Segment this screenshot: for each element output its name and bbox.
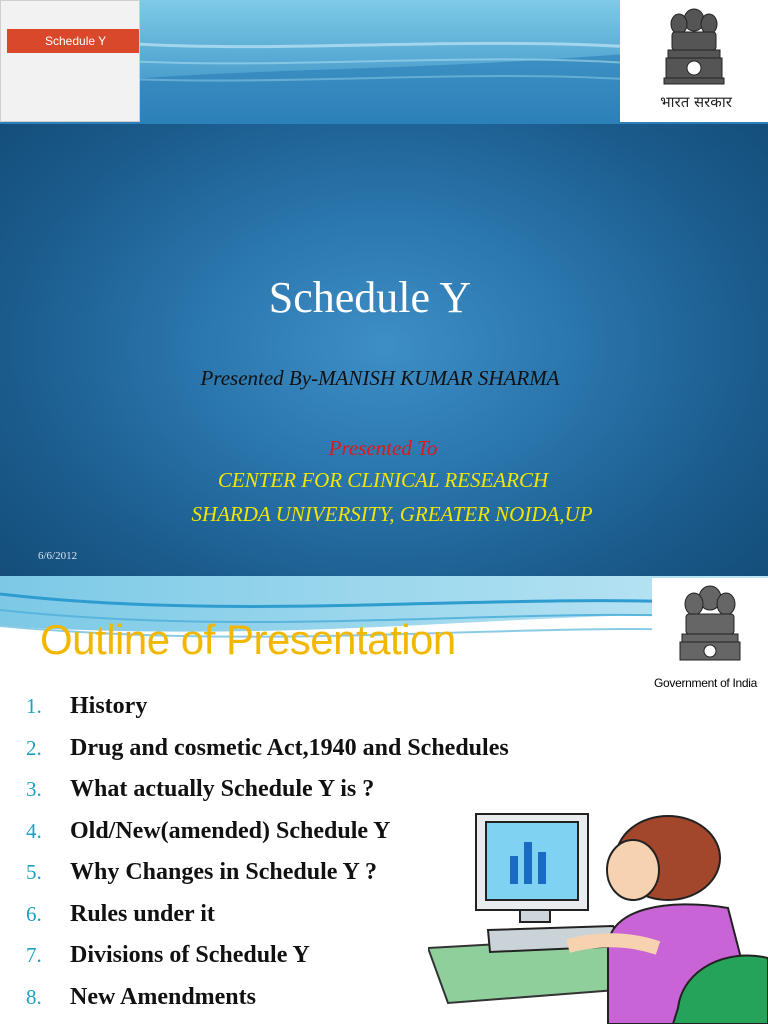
item-number: 1. xyxy=(26,694,42,719)
slide-title: Schedule Y xyxy=(268,273,472,322)
item-text: Rules under it xyxy=(70,900,215,927)
item-text: Divisions of Schedule Y xyxy=(70,942,310,969)
item-text: New Amendments xyxy=(70,983,256,1010)
emblem-caption: Government of India xyxy=(654,676,758,690)
tag-box xyxy=(0,0,140,122)
slide-2 xyxy=(0,576,768,1024)
presenter-line: Presented By-MANISH KUMAR SHARMA xyxy=(200,366,560,390)
item-text: Drug and cosmetic Act,1940 and Schedules xyxy=(70,734,509,761)
item-text: Old/New(amended) Schedule Y xyxy=(70,817,391,844)
item-text: History xyxy=(70,693,148,720)
university-name: SHARDA UNIVERSITY, GREATER NOIDA,UP xyxy=(191,502,593,526)
item-number: 6. xyxy=(26,901,42,926)
outline-title: Outline of Presentation xyxy=(40,616,456,663)
item-number: 4. xyxy=(26,818,42,843)
item-number: 2. xyxy=(26,735,42,760)
list-item xyxy=(26,686,509,728)
item-number: 3. xyxy=(26,777,42,802)
list-item xyxy=(26,728,509,770)
item-text: What actually Schedule Y is ? xyxy=(70,776,375,803)
emblem-hindi-caption: भारत सरकार xyxy=(660,93,732,111)
item-number: 7. xyxy=(26,943,42,968)
computer-user-clipart xyxy=(428,798,768,1024)
item-number: 5. xyxy=(26,860,42,885)
item-text: Why Changes in Schedule Y ? xyxy=(70,859,377,886)
item-number: 8. xyxy=(26,984,42,1009)
emblem-panel xyxy=(620,0,768,122)
ashoka-emblem-icon xyxy=(652,578,768,674)
center-name: CENTER FOR CLINICAL RESEARCH xyxy=(217,468,549,492)
emblem-panel xyxy=(652,578,768,696)
slide-date: 6/6/2012 xyxy=(38,550,78,562)
ashoka-emblem-icon xyxy=(620,0,768,92)
schedule-tag: Schedule Y xyxy=(7,29,139,53)
presented-to-label: Presented To xyxy=(328,436,438,460)
